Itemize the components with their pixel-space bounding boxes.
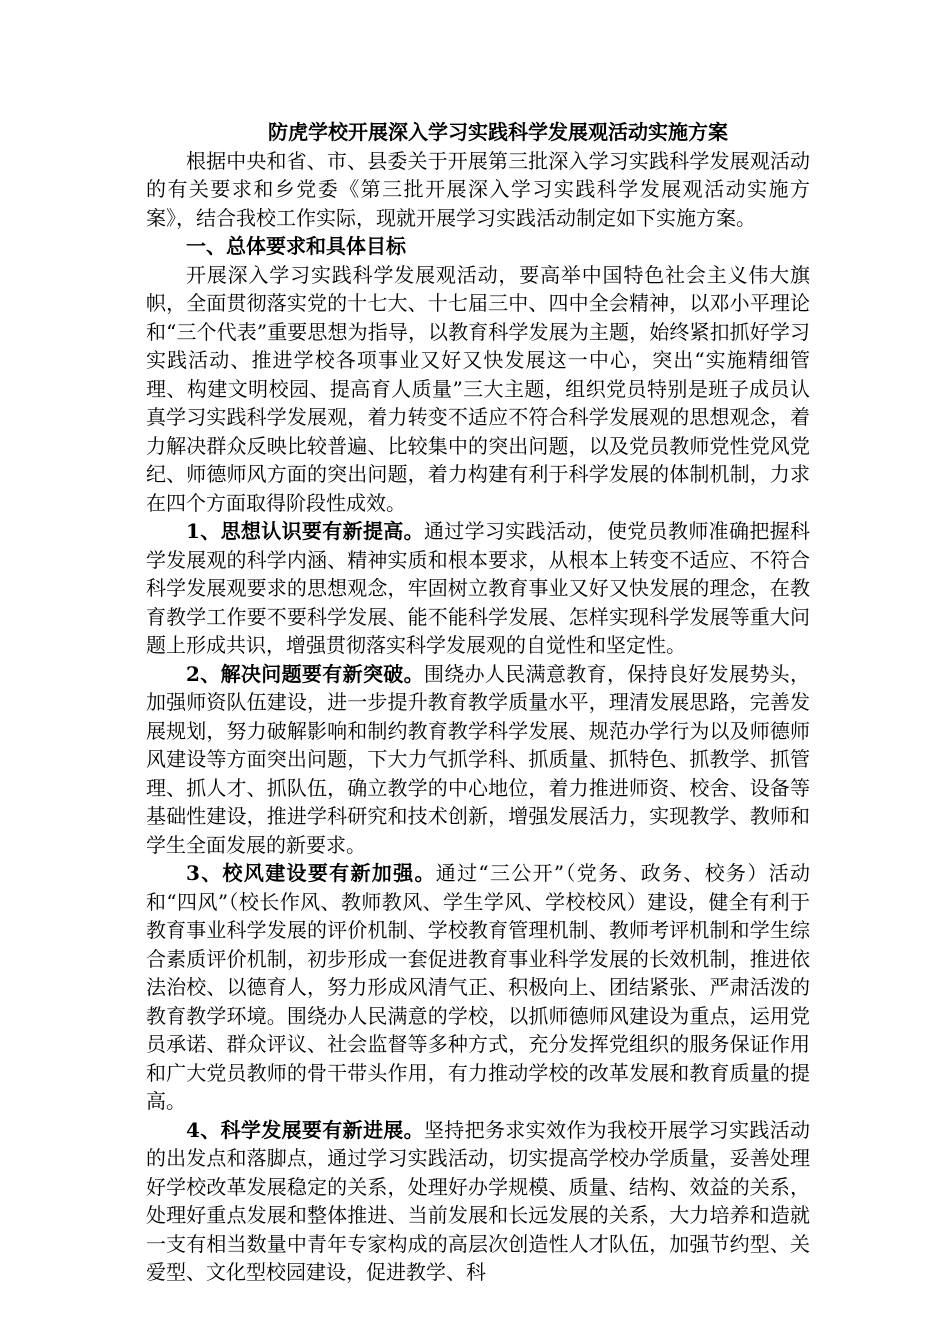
item-3-body: 通过“三公开”（党务、政务、校务）活动和“四风”（校长作风、教师教风、学生学风、学校校风）建设，健全有利于教育事业科学发展的评价机制、学校教育管理机制、教师考评机制和学生综合素质评价机制，初步形成一套促进教育事业科学发展的长效机制，推进依法治校、以德育人，努力形成风清气正、积极向上、团结紧张、严肃活泼的教育教学环境。围绕办人民满意的学校，以抓师德师风建设为重点，运用党员承诺、群众评议、社会监督等多种方式，充分发挥党组织的服务保证作用和广大党员教师的骨干带头作用，有力推动学校的改革发展和教育质量的提高。 (146, 861, 811, 1113)
item-4-lead: 4、科学发展要有新进展。 (186, 1117, 424, 1142)
item-4-body: 坚持把务求实效作为我校开展学习实践活动的出发点和落脚点，通过学习实践活动，切实提高学校办学质量，妥善处理好学校改革发展稳定的关系，处理好办学规模、质量、结构、效益的关系，处理好重点发展和整体推进、当前发展和长远发展的关系，大力培养和造就一支有相当数量中青年专家构成的高层次创造性人才队伍，加强节约型、关爱型、文化型校园建设，促进教学、科 (146, 1117, 810, 1284)
item-1-body: 通过学习实践活动，使党员教师准确把握科学发展观的科学内涵、精神实质和根本要求，从根本上转变不适应、不符合科学发展观要求的思想观念，牢固树立教育事业又好又快发展的理念，在教育教学工作要不要科学发展、能不能科学发展、怎样实现科学发展等重大问题上形成共识，增强贯彻落实科学发展观的自觉性和坚定性。 (146, 519, 810, 657)
item-3-lead: 3、校风建设要有新加强。 (186, 861, 436, 885)
item-paragraph-2 (146, 660, 810, 860)
item-paragraph-1 (146, 517, 810, 660)
item-1-lead: 1、思想认识要有新提高。 (186, 519, 424, 543)
intro-paragraph: 根据中央和省、市、县委关于开展第三批深入学习实践科学发展观活动的有关要求和乡党委《第三批开展深入学习实践科学发展观活动实施方案》，结合我校工作实际，现就开展学习实践活动制定如下实施方案。 (146, 148, 810, 230)
item-paragraph-4 (146, 1116, 810, 1287)
section-heading: 一、总体要求和具体目标 (186, 234, 406, 258)
item-paragraph-3 (146, 859, 810, 1116)
section-body-paragraph: 开展深入学习实践科学发展观活动，要高举中国特色社会主义伟大旗帜，全面贯彻落实党的十七大、十七届三中、四中全会精神，以邓小平理论和“三个代表”重要思想为指导，以教育科学发展为主题，始终紧扣抓好学习实践活动、推进学校各项事业又好又快发展这一中心，突出“实施精细管理、构建文明校园、提高育人质量”三大主题，组织党员特别是班子成员认真学习实践科学发展观，着力转变不适应不符合科学发展观的思想观念，着力解决群众反映比较普遍、比较集中的突出问题，以及党员教师党性党风党纪、师德师风方面的突出问题，着力构建有利于科学发展的体制机制，力求在四个方面取得阶段性成效。 (146, 262, 810, 515)
item-2-body: 围绕办人民满意教育，保持良好发展势头，加强师资队伍建设，进一步提升教育教学质量水平，理清发展思路，完善发展规划，努力破解影响和制约教育教学科学发展、规范办学行为以及师德师风建设等方面突出问题，下大力气抓学科、抓质量、抓特色、抓教学、抓管理、抓人才、抓队伍，确立教学的中心地位，着力推进师资、校舍、设备等基础性建设，推进学科研究和技术创新，增强发展活力，实现教学、教师和学生全面发展的新要求。 (146, 661, 810, 857)
document-page (146, 118, 810, 1287)
document-title: 防虎学校开展深入学习实践科学发展观活动实施方案 (268, 120, 728, 144)
item-2-lead: 2、解决问题要有新突破。 (186, 661, 424, 686)
